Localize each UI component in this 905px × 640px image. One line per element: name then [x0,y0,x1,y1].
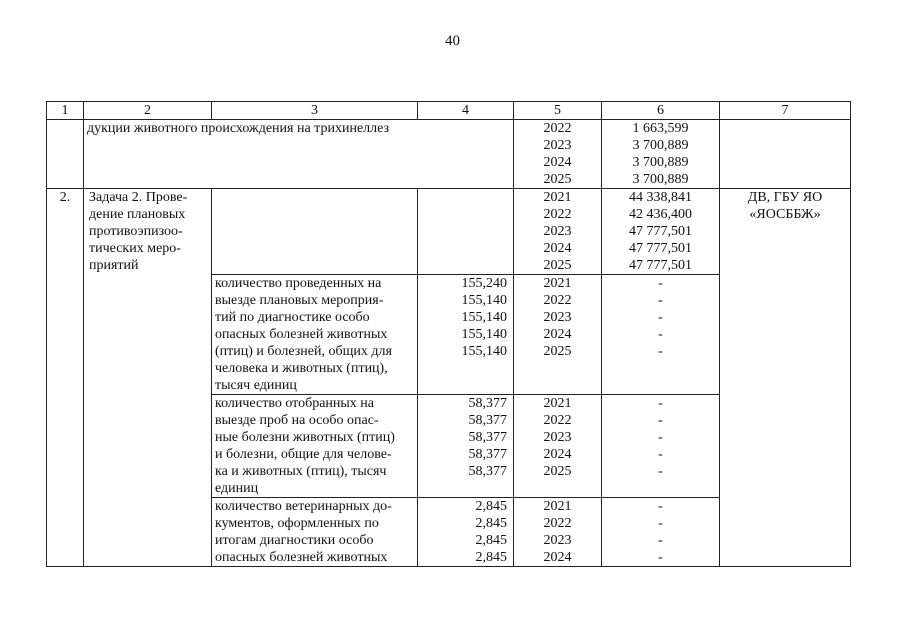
indicator-value: 155,140 [461,310,507,325]
indicator-value: 155,140 [461,293,507,308]
column-number: 1 [47,102,84,120]
year: 2023 [543,310,572,325]
year: 2022 [543,413,572,428]
year: 2021 [543,190,572,205]
indicator-text-line: человека и животных (птиц), [215,361,388,376]
indicator-text-line: ка и животных (птиц), тысяч [215,464,387,479]
amount: 42 436,400 [629,207,692,222]
indicator-value: 58,377 [468,396,507,411]
amount: - [658,396,663,411]
indicator-value: 58,377 [468,413,507,428]
number-cell [47,120,84,189]
continuation-text-line: дукции животного происхождения на трихинеллез [87,121,390,136]
amount: - [658,310,663,325]
executor-cell [720,189,851,567]
indicator-text-line: и болезни, общие для челове- [215,447,392,462]
continuation-row [47,120,851,189]
year: 2025 [543,172,572,187]
indicator-text-line: выезде проб на особо опас- [215,413,379,428]
indicator-text-line: (птиц) и болезней, общих для [215,344,392,359]
amount: 3 700,889 [632,172,689,187]
indicator-value-cell [418,395,514,498]
column-number: 5 [514,102,602,120]
task-title-line: тических меро- [89,241,181,256]
indicator-value: 2,845 [475,550,507,565]
amounts-cell [602,189,720,275]
year: 2023 [543,138,572,153]
indicator-value: 155,140 [461,327,507,342]
indicator-text-line: опасных болезней животных [215,327,388,342]
years-cell [514,275,602,395]
year: 2023 [543,430,572,445]
year: 2024 [543,327,572,342]
amounts-cell [602,395,720,498]
amount: - [658,516,663,531]
indicator-value: 2,845 [475,499,507,514]
year: 2023 [543,533,572,548]
column-number: 4 [418,102,514,120]
year: 2022 [543,293,572,308]
amount: - [658,464,663,479]
task-title-line: приятий [89,258,139,273]
column-number: 7 [720,102,851,120]
executor-line: ДВ, ГБУ ЯО [747,190,823,205]
years-cell [514,120,602,189]
indicator-text-line: опасных болезней животных [215,550,388,565]
year: 2021 [543,396,572,411]
indicator-cell [212,498,418,567]
indicator-value-cell [418,275,514,395]
indicator-text-line: тысяч единиц [215,378,297,393]
amount: - [658,447,663,462]
executor-line: «ЯОСББЖ» [749,207,821,222]
indicator-text-line: количество проведенных на [215,276,382,291]
year: 2023 [543,224,572,239]
year: 2024 [543,447,572,462]
indicator-value: 2,845 [475,516,507,531]
amount: - [658,413,663,428]
amounts-cell [602,120,720,189]
year: 2022 [543,121,572,136]
task-title-line: противоэпизоо- [89,224,183,239]
indicator-cell [212,275,418,395]
amount: - [658,344,663,359]
column-number: 3 [212,102,418,120]
amount: 44 338,841 [629,190,692,205]
indicator-text-line: ные болезни животных (птиц) [215,430,395,445]
year: 2021 [543,276,572,291]
amount: 47 777,501 [629,258,692,273]
indicator-text-line: кументов, оформленных по [215,516,379,531]
program-table [46,101,851,567]
continuation-text [84,120,514,189]
amount: 47 777,501 [629,224,692,239]
year: 2022 [543,516,572,531]
year: 2021 [543,499,572,514]
amount: - [658,533,663,548]
indicator-text-line: выезде плановых мероприя- [215,293,384,308]
amount: - [658,276,663,291]
year: 2024 [543,550,572,565]
year: 2024 [543,155,572,170]
task-title-line: Задача 2. Прове- [89,190,188,205]
page-number: 40 [445,33,460,49]
year: 2024 [543,241,572,256]
task-number: 2. [59,190,71,205]
year: 2025 [543,258,572,273]
indicator-text-line: итогам диагностики особо [215,533,374,548]
year: 2025 [543,464,572,479]
column-number: 2 [84,102,212,120]
indicator-value: 58,377 [468,464,507,479]
column-number: 6 [602,102,720,120]
indicator-value: 58,377 [468,447,507,462]
task-title-line: дение плановых [89,207,186,222]
task-title-cell [84,189,212,567]
amount: - [658,430,663,445]
indicator-value: 155,140 [461,344,507,359]
amount: 1 663,599 [632,121,689,136]
indicator-value: 2,845 [475,533,507,548]
years-cell [514,189,602,275]
indicator-cell [212,189,418,275]
amounts-cell [602,498,720,567]
task-row [47,189,851,275]
year: 2025 [543,344,572,359]
indicator-value: 58,377 [468,430,507,445]
amount: - [658,327,663,342]
indicator-text-line: количество ветеринарных до- [215,499,392,514]
amount: 3 700,889 [632,138,689,153]
years-cell [514,395,602,498]
indicator-text-line: тий по диагностике особо [215,310,370,325]
amounts-cell [602,275,720,395]
amount: - [658,499,663,514]
indicator-value-cell [418,498,514,567]
year: 2022 [543,207,572,222]
amount: 47 777,501 [629,241,692,256]
amount: - [658,550,663,565]
indicator-value-cell [418,189,514,275]
amount: - [658,293,663,308]
indicator-value: 155,240 [461,276,507,291]
indicator-cell [212,395,418,498]
executor-cell [720,120,851,189]
indicator-text-line: единиц [215,481,259,496]
column-numbers-row [47,102,851,120]
task-number-cell [47,189,84,567]
years-cell [514,498,602,567]
indicator-text-line: количество отобранных на [215,396,375,411]
amount: 3 700,889 [632,155,689,170]
